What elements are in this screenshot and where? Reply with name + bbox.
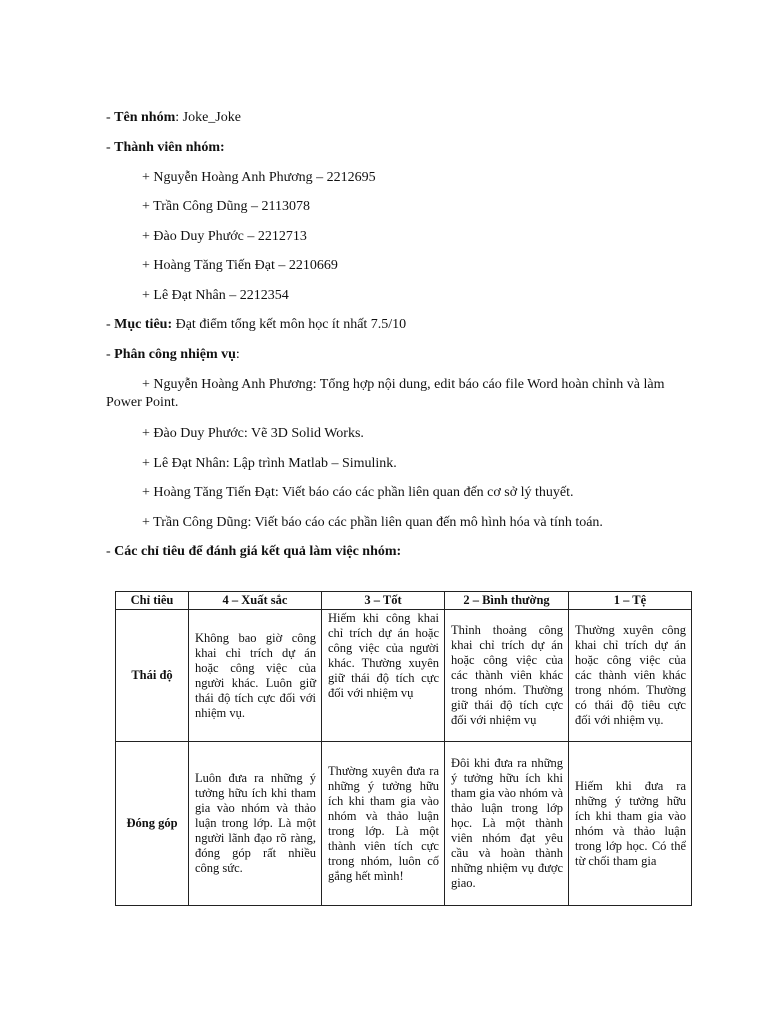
tasks-heading <box>106 346 240 364</box>
row-criterion: Đóng góp <box>116 742 189 906</box>
column-header: 2 – Bình thường <box>445 592 569 610</box>
goal-line <box>106 316 406 334</box>
group-name-label: Tên nhóm <box>114 110 176 125</box>
member-item: + Đào Duy Phước – 2212713 <box>142 229 307 244</box>
member-item: + Hoàng Tăng Tiến Đạt – 2210669 <box>142 258 338 273</box>
group-name-value: : Joke_Joke <box>175 110 241 125</box>
table-row <box>116 742 692 906</box>
table-cell: Luôn đưa ra những ý tưởng hữu ích khi tham gia vào nhóm và thảo luận trong lớp. Là một người lãnh đạo rõ ràng, đóng góp rất nhiều công sức. <box>189 742 322 906</box>
table-cell: Không bao giờ công khai chỉ trích dự án hoặc công việc của người khác. Luôn giữ thái độ tích cực đối với nhiệm vụ. <box>189 610 322 742</box>
table-row <box>116 610 692 742</box>
group-name-line <box>106 109 241 127</box>
task-item: + Lê Đạt Nhân: Lập trình Matlab – Simulink. <box>142 456 397 471</box>
column-header: 3 – Tốt <box>322 592 445 610</box>
member-item: + Lê Đạt Nhân – 2212354 <box>142 288 289 303</box>
task-item: + Đào Duy Phước: Vẽ 3D Solid Works. <box>142 426 364 441</box>
colon: : <box>235 347 240 362</box>
member-item: + Nguyễn Hoàng Anh Phương – 2212695 <box>142 170 376 185</box>
dash: - <box>106 110 115 125</box>
evaluation-table <box>115 591 692 906</box>
row-criterion: Thái độ <box>116 610 189 742</box>
table-cell: Hiếm khi đưa ra những ý tưởng hữu ích khi tham gia vào nhóm và thảo luận trong lớp học. Có thể từ chối tham gia <box>569 742 692 906</box>
table-cell: Thường xuyên công khai chỉ trích dự án hoặc công việc của các thành viên khác trong nhóm. Thường có thái độ tiêu cực đối với nhiệm vụ. <box>569 610 692 742</box>
column-header: Chỉ tiêu <box>116 592 189 610</box>
dash: - <box>106 347 115 362</box>
criteria-heading-text: Các chỉ tiêu để đánh giá kết quả làm việc nhóm: <box>114 544 402 559</box>
task-item: + Nguyễn Hoàng Anh Phương: Tổng hợp nội dung, edit báo cáo file Word hoàn chỉnh và làm Power Point. <box>106 377 665 410</box>
goal-label: Mục tiêu: <box>114 317 173 332</box>
member-item: + Trần Công Dũng – 2113078 <box>142 199 311 214</box>
task-item: + Hoàng Tăng Tiến Đạt: Viết báo cáo các phần liên quan đến cơ sở lý thuyết. <box>142 485 574 500</box>
tasks-label: Phân công nhiệm vụ <box>114 347 236 362</box>
column-header: 4 – Xuất sắc <box>189 592 322 610</box>
table-cell: Đôi khi đưa ra những ý tưởng hữu ích khi tham gia vào nhóm và thảo luận trong lớp học. Là một thành viên nhóm đạt yêu cầu và hoàn thành những nhiệm vụ được giao. <box>445 742 569 906</box>
criteria-heading <box>106 543 401 561</box>
table-cell: Hiếm khi công khai chỉ trích dự án hoặc công việc của người khác. Thường xuyên giữ thái độ tích cực đối với nhiệm vụ <box>322 610 445 742</box>
column-header: 1 – Tệ <box>569 592 692 610</box>
dash: - <box>106 544 115 559</box>
table-cell: Thường xuyên đưa ra những ý tưởng hữu ích khi tham gia vào nhóm và thảo luận trong lớp. Là một thành viên tích cực trong nhóm, luôn cố gắng hết mình! <box>322 742 445 906</box>
dash: - <box>106 317 115 332</box>
dash: - <box>106 140 115 155</box>
members-label: Thành viên nhóm: <box>114 140 225 155</box>
table-cell: Thỉnh thoảng công khai chỉ trích dự án hoặc công việc của các thành viên khác trong nhóm. Thường giữ thái độ tích cực đối với nhiệm vụ <box>445 610 569 742</box>
goal-value: Đạt điểm tổng kết môn học ít nhất 7.5/10 <box>172 317 407 332</box>
task-item: + Trần Công Dũng: Viết báo cáo các phần liên quan đến mô hình hóa và tính toán. <box>142 515 603 530</box>
members-heading <box>106 139 225 157</box>
table-header-row <box>116 592 692 610</box>
